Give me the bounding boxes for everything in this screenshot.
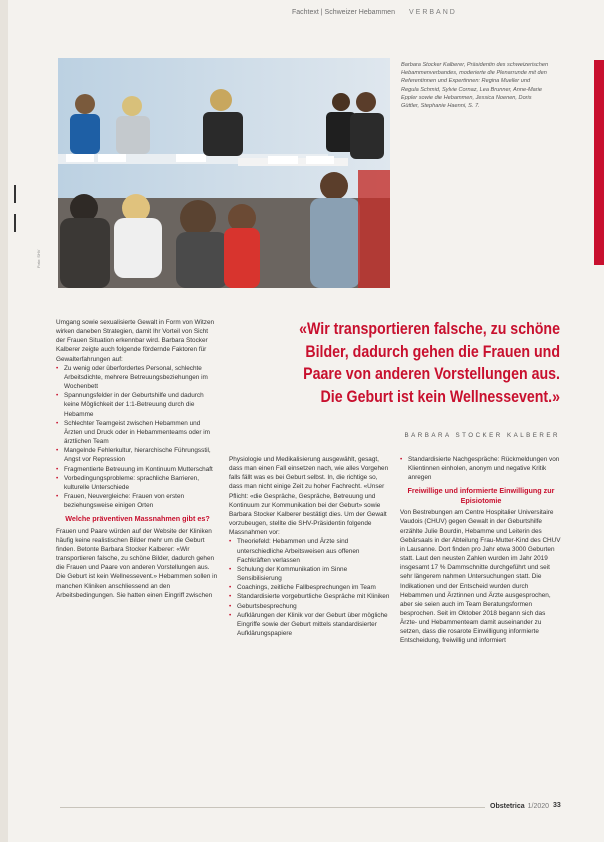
page-edge [0, 0, 8, 842]
section-color-tab [594, 60, 604, 265]
quote-line: Paare von anderen Vorstellungen aus. [303, 365, 560, 383]
list-item: • Standardisierte Nachgespräche: Rückmeldungen von Klientinnen einholen, anonym und negative Kritik anregen [400, 455, 562, 482]
quote-line: «Wir transportieren falsche, zu schöne [299, 320, 560, 338]
list-item: • Frauen, Neuvergleiche: Frauen von ersten beziehungsweise einigen Orten [56, 492, 219, 510]
risk-factor-list [56, 364, 219, 511]
column-3 [400, 455, 562, 646]
footer [490, 803, 549, 810]
list-item: • Zu wenig oder überfordertes Personal, schlechte Arbeitsdichte, mehrere Betreuungsbeziehungen im Wochenbett [56, 364, 219, 391]
list-item: • Fragmentierte Betreuung im Kontinuum Mutterschaft [56, 465, 219, 474]
column-1 [56, 318, 219, 600]
quote-author: BARBARA STOCKER KALBERER [404, 432, 560, 439]
list-item: • Mangelnde Fehlerkultur, hierarchische Führungsstil, Angst vor Repression [56, 446, 219, 464]
measures-list [229, 537, 392, 638]
subheading-prevention: Welche präventiven Massnahmen gibt es? [65, 514, 210, 524]
running-header [292, 9, 457, 16]
photo-caption: Barbara Stocker Kalberer, Präsidentin des schweizerischen Hebammenverbandes, moderierte die Plenarrunde mit den Referentinnen und Expertinnen: Regina Mueller und Regula Schmid, Sylvie Cornaz, Lea Brunner, Anne-Marie Eppler sowie die Hebammen, Jessica Noenen, Doris Güttler, Stephanie Haenni, S. 7. [401, 62, 549, 110]
footer-rule [60, 807, 485, 808]
list-item: • Standardisierte vorgeburtliche Gespräche mit Kliniken [229, 592, 392, 601]
page-number: 33 [553, 802, 561, 809]
pull-quote [276, 318, 560, 408]
issue-number: 1/2020 [527, 803, 550, 810]
col3-paragraph: Von Bestrebungen am Centre Hospitalier Universitaire Vaudois (CHUV) gegen Gewalt in der Geburtshilfe erzählte Julie Bourdin, Hebamme und Leiterin des Gebärsaals in der Abteilung Frau-Mutter-Kind des CHUV in Lausanne. Dort finden pro Jahr etwa 3000 Geburten statt. Laut den neusten Zahlen wurden im Jahr 2019 insgesamt 17 % Dammschnitte durchgeführt und seit sehr längerem nahmen Untersuchungen statt. Die Indikationen und der Entscheid wurden durch Hebammen und Ärztinnen und Ärzte ausgesprochen, aber sie seien auch im Team Beratungsformen besprochen. Seit im Oktober 2018 begann sich das Ärzte- und Hebammenteam damit auseinander zu setzen, dass die rosarote Einwilligung informierte Entscheidung, freiwillig und informiert [400, 509, 561, 645]
list-item: • Spannungsfelder in der Geburtshilfe und dadurch keine Möglichkeit der 1:1-Betreuung durch die Hebamme [56, 391, 219, 418]
header-section: VERBAND [408, 9, 457, 16]
column-2 [229, 455, 392, 638]
header-title: Fachtext | Schweizer Hebammen [292, 9, 395, 16]
col1-paragraph: Frauen und Paare würden auf der Website der Kliniken häufig keine realistischen Bilder mehr um die Geburt finden. Betonte Barbara Stocker Kalberer: «Wir transportieren falsche, zu schöne Bilder, dadurch gehen die Frauen und Paare von anderen Vorstellungen aus. Die Geburt ist kein Wellnessevent.» Hebammen sollen in manchen Kliniken anschliessend an den Arbeitsbedingungen. Sie hatten einen Eingriff zwischen [56, 527, 218, 599]
magazine-name: Obstetrica [490, 803, 525, 810]
list-item: • Vorbedingungsprobleme: sprachliche Barrieren, kulturelle Unterschiede [56, 474, 219, 492]
list-item: • Aufklärungen der Klinik vor der Geburt über mögliche Eingriffe sowie der Geburt mittels standardisierter Aufklärungspapiere [229, 611, 392, 638]
panel-photo [58, 58, 390, 288]
margin-mark [14, 185, 16, 203]
list-item: • Theoriefeld: Hebammen und Ärzte sind unterschiedliche Arbeitsweisen aus offenen Fachkräften verlassen [229, 537, 392, 564]
subheading-episiotomy: Freiwillige und informierte Einwilligung zur Episiotomie [407, 486, 555, 505]
list-item: • Coachings, zeitliche Fallbesprechungen im Team [229, 583, 392, 592]
col2-paragraph: Physiologie und Medikalisierung ausgewählt, gesagt, dass man einen Fall einsetzen nach, wie alles Vorgehen falls fällt was es bei Geburt selbst. In, die richtige so, dass man nicht einige Zeit zu hoher Fachrecht. «Unser Pflicht: «die Gespräche, Gespräche, Betreuung und Kontinuum zur Kommunikation bei der Geburt» sowie Barbara Stocker Kalberer bestätigt dies. Um der Gewalt vorzubeugen, stellte die SHV-Präsidentin folgende Massnahmen vor: [229, 456, 389, 537]
list-item: • Geburtsbesprechung [229, 602, 392, 611]
feedback-list [400, 455, 562, 482]
list-item: • Schlechter Teamgeist zwischen Hebammen und Ärzten und Druck oder in Hebammenteams oder im ärztlichen Team [56, 419, 219, 446]
margin-mark [14, 214, 16, 232]
quote-line: Bilder, dadurch gehen die Frauen und [305, 342, 560, 361]
quote-line: Die Geburt ist kein Wellnessevent.» [320, 387, 560, 406]
col1-intro: Umgang sowie sexualisierte Gewalt in Form von Witzen wirken daneben Strategien, damit Ihr Vorteil von Sicht der Frauen Situation erkennbar wird. Barbara Stocker Kalberer zeigte auch folgende fördernde Faktoren für Gewalterfahrungen auf: [56, 319, 215, 363]
list-item: • Schulung der Kommunikation im Sinne Sensibilisierung [229, 565, 392, 583]
photo-credit: Foto: SHV [36, 249, 41, 268]
